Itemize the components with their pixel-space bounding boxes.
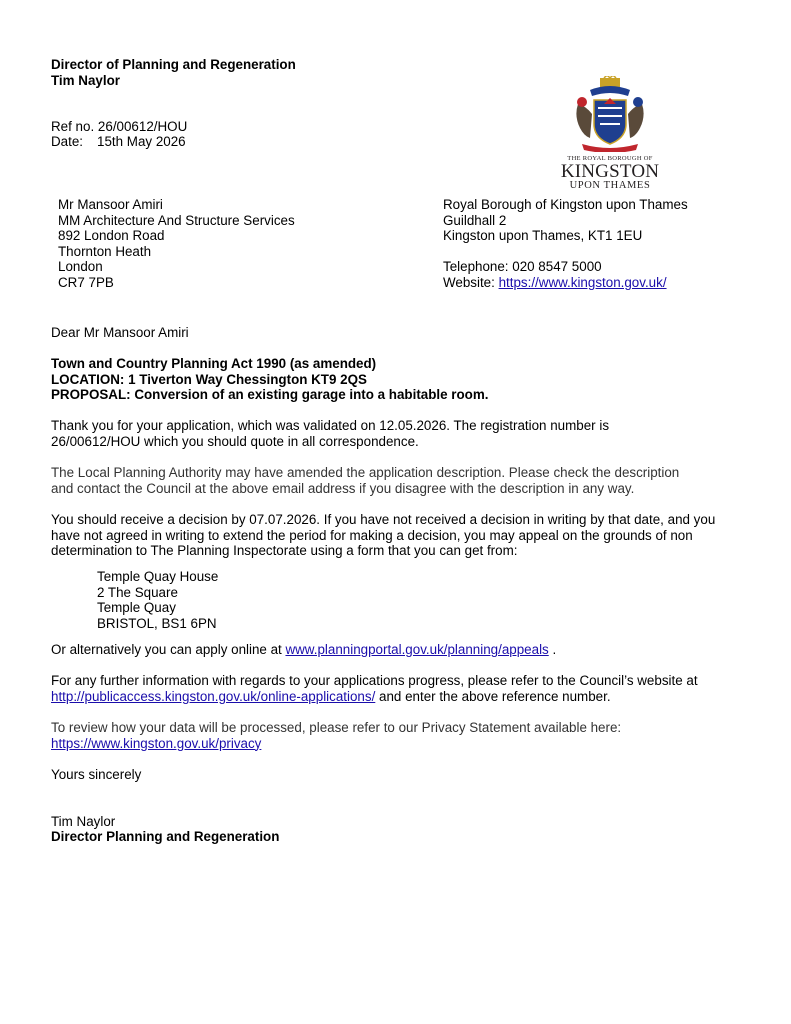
recipient-line: MM Architecture And Structure Services [58, 212, 295, 228]
signatory-title: Director Planning and Regeneration [51, 829, 280, 844]
valediction: Yours sincerely [51, 767, 142, 782]
letter-date [51, 134, 186, 150]
date-value: 15th May 2026 [97, 134, 186, 149]
planning-portal-link[interactable]: www.planningportal.gov.uk/planning/appeals [285, 642, 549, 657]
paragraph-privacy [51, 720, 621, 751]
text-line: Thank you for your application, which was validated on 12.05.2026. The registration number is [51, 418, 610, 433]
text-line: You should receive a decision by 07.07.2026. If you have not received a decision in writing by that date, and you [51, 512, 716, 527]
paragraph-further-info [51, 673, 698, 704]
recipient-line: Mr Mansoor Amiri [58, 197, 163, 212]
text-span: . [548, 642, 557, 657]
text-span: and enter the above reference number. [375, 688, 611, 704]
text-line: and contact the Council at the above email address if you disagree with the description in any way. [51, 480, 635, 496]
paragraph-validation [51, 418, 609, 449]
reference-number [51, 119, 187, 135]
date-label: Date: [51, 134, 84, 149]
sender-line: Kingston upon Thames, KT1 1EU [443, 228, 643, 244]
salutation: Dear Mr Mansoor Amiri [51, 325, 189, 340]
text-span: Or alternatively you can apply online at [51, 642, 286, 657]
text-line [51, 689, 698, 705]
sender-title: Director of Planning and Regeneration [51, 57, 296, 72]
sender-line: Royal Borough of Kingston upon Thames [443, 197, 688, 212]
text-line: The Local Planning Authority may have amended the application description. Please check the description [51, 465, 680, 480]
coat-of-arms-icon [560, 76, 660, 152]
subject-block [51, 356, 489, 403]
privacy-link[interactable]: https://www.kingston.gov.uk/privacy [51, 735, 262, 751]
paragraph-decision [51, 512, 715, 559]
subject-location: LOCATION: 1 Tiverton Way Chessington KT9 2QS [51, 371, 367, 387]
public-access-link[interactable]: http://publicaccess.kingston.gov.uk/online-applications/ [51, 688, 376, 704]
reference-value: 26/00612/HOU [97, 119, 188, 134]
website-label: Website: [443, 274, 499, 290]
paragraph-online-appeal [51, 642, 556, 658]
recipient-line: Thornton Heath [58, 243, 152, 259]
address-line: Temple Quay [97, 600, 176, 616]
recipient-line: London [58, 259, 103, 275]
text-line: For any further information with regards to your applications progress, please refer to the Council’s website at [51, 673, 698, 688]
logo-line-3: UPON THAMES [569, 180, 651, 191]
logo-line-1: THE ROYAL BOROUGH OF [567, 155, 653, 162]
subject-proposal: PROPOSAL: Conversion of an existing garage into a habitable room. [51, 387, 489, 403]
text-line: have not agreed in writing to extend the period for making a decision, you may appeal on the grounds of non [51, 527, 693, 543]
subject-act: Town and Country Planning Act 1990 (as amended) [51, 356, 377, 371]
reference-label: Ref no. [51, 119, 95, 134]
sender-telephone: Telephone: 020 8547 5000 [443, 259, 602, 275]
paragraph-description [51, 465, 679, 496]
text-line: 26/00612/HOU which you should quote in all correspondence. [51, 433, 419, 449]
signatory-name: Tim Naylor [51, 814, 116, 829]
inspectorate-address [97, 569, 218, 631]
sender-website [443, 275, 688, 291]
council-logo [560, 76, 660, 191]
address-line: Temple Quay House [97, 569, 219, 584]
website-link[interactable]: https://www.kingston.gov.uk/ [498, 274, 667, 290]
recipient-address [58, 197, 295, 291]
text-line: To review how your data will be processed, please refer to our Privacy Statement available here: [51, 720, 622, 735]
address-line: 2 The Square [97, 584, 178, 600]
recipient-line: 892 London Road [58, 228, 165, 244]
logo-line-2: KINGSTON [560, 161, 660, 182]
address-line: BRISTOL, BS1 6PN [97, 615, 217, 631]
text-line [51, 736, 621, 752]
recipient-line: CR7 7PB [58, 274, 114, 290]
sender-address [443, 197, 688, 291]
sender-line: Guildhall 2 [443, 212, 507, 228]
text-line: determination to The Planning Inspectorate using a form that you can get from: [51, 543, 518, 559]
sender-name: Tim Naylor [51, 73, 120, 88]
